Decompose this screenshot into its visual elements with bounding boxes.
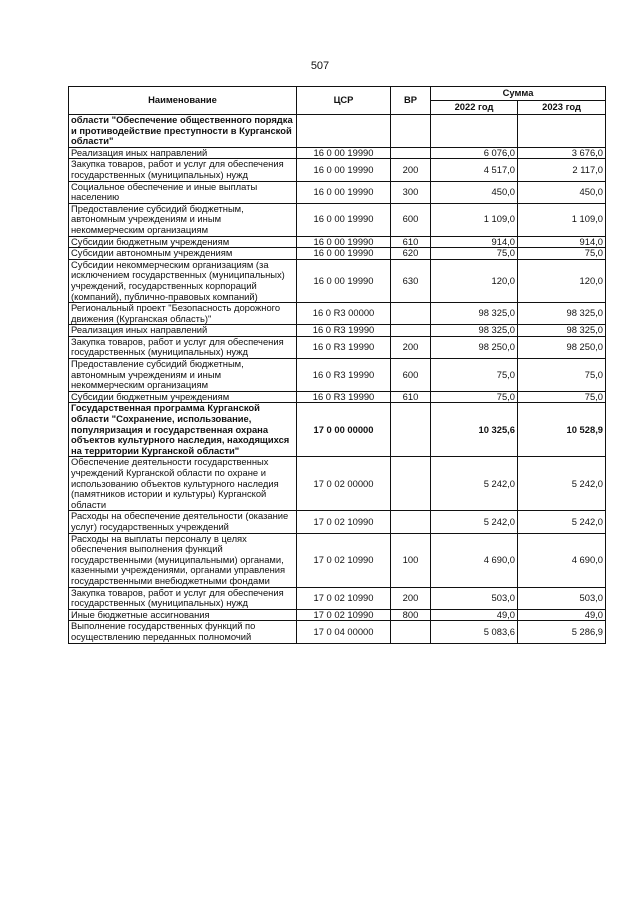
row-sum-2023-cell: 5 242,0 (518, 511, 606, 533)
row-sum-2022-cell: 4 517,0 (431, 159, 518, 181)
row-name-cell: Предоставление субсидий бюджетным, автономным учреждениям и иным некоммерческим организациям (69, 203, 297, 236)
row-csr-cell: 16 0 R3 19990 (297, 336, 391, 358)
row-name-cell: Субсидии бюджетным учреждениям (69, 391, 297, 403)
header-year-2023: 2023 год (518, 101, 606, 115)
row-sum-2023-cell: 4 690,0 (518, 533, 606, 587)
table-row (69, 336, 606, 358)
row-sum-2022-cell: 914,0 (431, 236, 518, 248)
row-sum-2023-cell: 450,0 (518, 181, 606, 203)
row-vr-cell: 620 (391, 248, 431, 260)
row-csr-cell: 17 0 02 10990 (297, 511, 391, 533)
table-row (69, 203, 606, 236)
row-name-cell: Социальное обеспечение и иные выплаты населению (69, 181, 297, 203)
table-row (69, 533, 606, 587)
row-name-cell: Расходы на выплаты персоналу в целях обеспечения выполнения функций государственными (муниципальными) органами, казенными учреждениями, органами управления государственными внебюджетными фондами (69, 533, 297, 587)
row-vr-cell: 200 (391, 336, 431, 358)
table-row (69, 587, 606, 609)
table-row (69, 359, 606, 392)
row-sum-2023-cell: 75,0 (518, 359, 606, 392)
row-sum-2023-cell: 5 286,9 (518, 621, 606, 643)
row-sum-2023-cell (518, 115, 606, 148)
table-row (69, 325, 606, 337)
row-sum-2023-cell: 3 676,0 (518, 147, 606, 159)
table-row (69, 181, 606, 203)
row-csr-cell: 16 0 00 19990 (297, 236, 391, 248)
table-body (69, 115, 606, 644)
row-sum-2023-cell: 10 528,9 (518, 403, 606, 457)
row-sum-2022-cell: 5 242,0 (431, 511, 518, 533)
row-sum-2023-cell: 75,0 (518, 248, 606, 260)
row-sum-2023-cell: 1 109,0 (518, 203, 606, 236)
row-sum-2023-cell: 503,0 (518, 587, 606, 609)
row-vr-cell: 300 (391, 181, 431, 203)
row-name-cell: Государственная программа Курганской области "Сохранение, использование, популяризация и государственная охрана объектов культурного наследия, находящихся на территории Курганской области" (69, 403, 297, 457)
row-vr-cell (391, 457, 431, 511)
row-name-cell: Закупка товаров, работ и услуг для обеспечения государственных (муниципальных) нужд (69, 587, 297, 609)
row-vr-cell (391, 115, 431, 148)
row-name-cell: Субсидии некоммерческим организациям (за исключением государственных (муниципальных) учреждений, государственных корпораций (компаний), публично-правовых компаний) (69, 259, 297, 302)
row-name-cell: Субсидии автономным учреждениям (69, 248, 297, 260)
row-csr-cell: 16 0 00 19990 (297, 248, 391, 260)
row-vr-cell (391, 325, 431, 337)
table-row (69, 159, 606, 181)
row-sum-2022-cell: 4 690,0 (431, 533, 518, 587)
row-sum-2022-cell: 5 242,0 (431, 457, 518, 511)
row-sum-2023-cell: 914,0 (518, 236, 606, 248)
row-sum-2023-cell: 2 117,0 (518, 159, 606, 181)
row-vr-cell: 610 (391, 236, 431, 248)
row-sum-2023-cell: 49,0 (518, 609, 606, 621)
row-sum-2022-cell: 5 083,6 (431, 621, 518, 643)
table-row (69, 115, 606, 148)
row-sum-2023-cell: 98 325,0 (518, 325, 606, 337)
row-vr-cell (391, 511, 431, 533)
row-sum-2023-cell: 98 250,0 (518, 336, 606, 358)
row-vr-cell (391, 621, 431, 643)
row-csr-cell (297, 115, 391, 148)
table-row (69, 457, 606, 511)
row-sum-2022-cell: 1 109,0 (431, 203, 518, 236)
row-sum-2022-cell: 49,0 (431, 609, 518, 621)
row-csr-cell: 16 0 00 19990 (297, 259, 391, 302)
row-vr-cell (391, 403, 431, 457)
table-row (69, 147, 606, 159)
row-name-cell: Расходы на обеспечение деятельности (оказание услуг) государственных учреждений (69, 511, 297, 533)
table-header (69, 87, 606, 115)
row-csr-cell: 16 0 00 19990 (297, 203, 391, 236)
row-csr-cell: 16 0 00 19990 (297, 159, 391, 181)
row-name-cell: Реализация иных направлений (69, 325, 297, 337)
row-name-cell: области "Обеспечение общественного порядка и противодействие преступности в Курганской области" (69, 115, 297, 148)
row-csr-cell: 17 0 00 00000 (297, 403, 391, 457)
row-csr-cell: 17 0 02 10990 (297, 533, 391, 587)
row-name-cell: Субсидии бюджетным учреждениям (69, 236, 297, 248)
row-sum-2022-cell: 98 250,0 (431, 336, 518, 358)
page-number: 507 (310, 60, 330, 72)
row-vr-cell: 200 (391, 159, 431, 181)
table-row (69, 391, 606, 403)
row-sum-2022-cell: 120,0 (431, 259, 518, 302)
header-vr: ВР (391, 87, 431, 115)
row-vr-cell: 200 (391, 587, 431, 609)
row-csr-cell: 17 0 04 00000 (297, 621, 391, 643)
row-csr-cell: 16 0 R3 00000 (297, 303, 391, 325)
row-csr-cell: 16 0 00 19990 (297, 147, 391, 159)
table-row (69, 259, 606, 302)
row-csr-cell: 16 0 R3 19990 (297, 325, 391, 337)
row-vr-cell: 630 (391, 259, 431, 302)
row-sum-2022-cell: 75,0 (431, 359, 518, 392)
row-sum-2022-cell: 10 325,6 (431, 403, 518, 457)
row-sum-2022-cell: 450,0 (431, 181, 518, 203)
row-sum-2022-cell: 75,0 (431, 248, 518, 260)
row-name-cell: Предоставление субсидий бюджетным, автономным учреждениям и иным некоммерческим организациям (69, 359, 297, 392)
table-row (69, 403, 606, 457)
row-sum-2023-cell: 98 325,0 (518, 303, 606, 325)
row-sum-2022-cell: 98 325,0 (431, 325, 518, 337)
row-csr-cell: 16 0 R3 19990 (297, 359, 391, 392)
table-row (69, 236, 606, 248)
header-sum: Сумма (431, 87, 606, 101)
row-sum-2022-cell: 75,0 (431, 391, 518, 403)
row-name-cell: Выполнение государственных функций по осуществлению переданных полномочий (69, 621, 297, 643)
row-name-cell: Обеспечение деятельности государственных учреждений Курганской области по охране и использованию объектов культурного наследия (памятников истории и культуры) Курганской области (69, 457, 297, 511)
row-vr-cell: 610 (391, 391, 431, 403)
row-name-cell: Закупка товаров, работ и услуг для обеспечения государственных (муниципальных) нужд (69, 336, 297, 358)
header-name: Наименование (69, 87, 297, 115)
row-sum-2023-cell: 120,0 (518, 259, 606, 302)
table-row (69, 621, 606, 643)
row-sum-2022-cell: 98 325,0 (431, 303, 518, 325)
table-row (69, 303, 606, 325)
header-csr: ЦСР (297, 87, 391, 115)
row-sum-2022-cell: 503,0 (431, 587, 518, 609)
row-csr-cell: 16 0 00 19990 (297, 181, 391, 203)
row-name-cell: Региональный проект "Безопасность дорожного движения (Курганская область)" (69, 303, 297, 325)
header-year-2022: 2022 год (431, 101, 518, 115)
row-name-cell: Иные бюджетные ассигнования (69, 609, 297, 621)
row-csr-cell: 17 0 02 10990 (297, 609, 391, 621)
budget-table (68, 86, 606, 644)
row-sum-2023-cell: 75,0 (518, 391, 606, 403)
row-name-cell: Реализация иных направлений (69, 147, 297, 159)
table-row (69, 248, 606, 260)
row-sum-2022-cell (431, 115, 518, 148)
row-sum-2023-cell: 5 242,0 (518, 457, 606, 511)
row-csr-cell: 17 0 02 00000 (297, 457, 391, 511)
row-name-cell: Закупка товаров, работ и услуг для обеспечения государственных (муниципальных) нужд (69, 159, 297, 181)
row-vr-cell: 800 (391, 609, 431, 621)
table-row (69, 609, 606, 621)
row-vr-cell (391, 303, 431, 325)
row-sum-2022-cell: 6 076,0 (431, 147, 518, 159)
row-vr-cell (391, 147, 431, 159)
table-row (69, 511, 606, 533)
row-vr-cell: 600 (391, 203, 431, 236)
row-csr-cell: 16 0 R3 19990 (297, 391, 391, 403)
row-csr-cell: 17 0 02 10990 (297, 587, 391, 609)
row-vr-cell: 100 (391, 533, 431, 587)
row-vr-cell: 600 (391, 359, 431, 392)
